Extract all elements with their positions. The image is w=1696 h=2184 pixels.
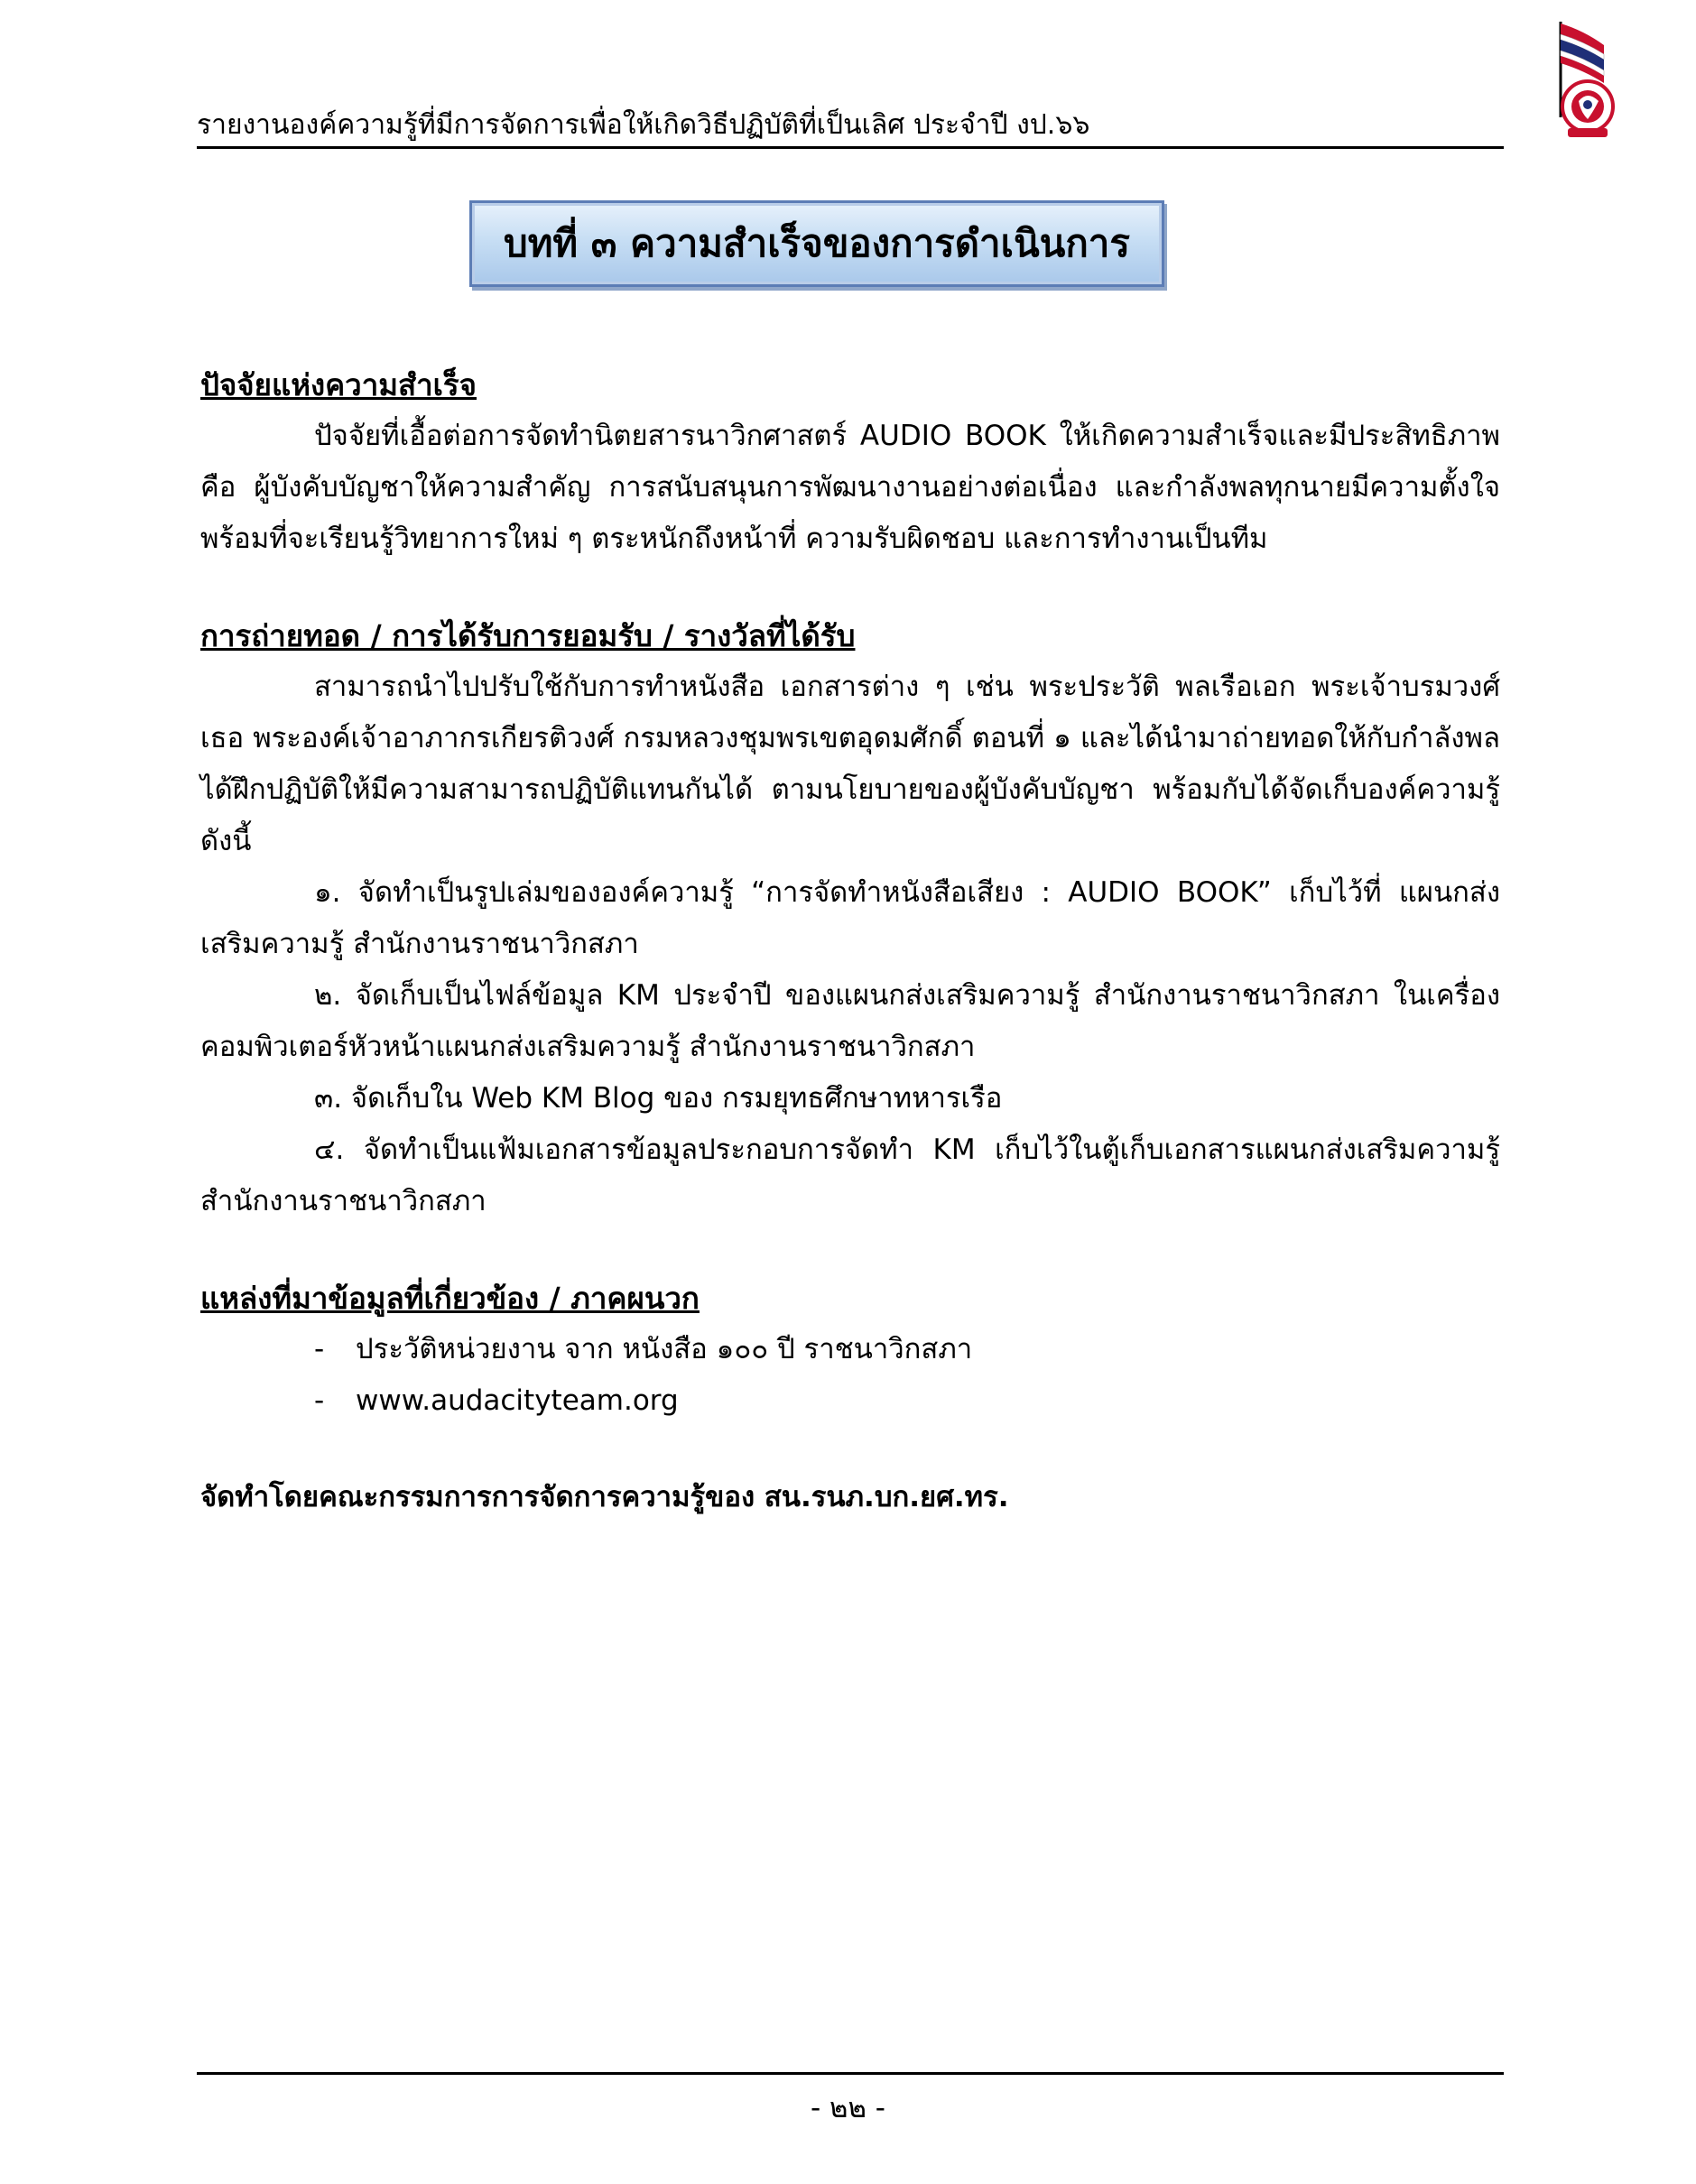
chapter-title-box bbox=[469, 200, 1164, 287]
transfer-heading: การถ่ายทอด / การได้รับการยอมรับ / รางวัลที่ได้รับ bbox=[200, 618, 856, 653]
source-item-text: www.audacityteam.org bbox=[356, 1384, 679, 1417]
transfer-item: ๔. จัดทำเป็นแฟ้มเอกสารข้อมูลประกอบการจัดทำ KM เก็บไว้ในตู้เก็บเอกสารแผนกส่งเสริมความรู้ สำนักงานราชนาวิกสภา bbox=[200, 1134, 1500, 1217]
transfer-item: ๑. จัดทำเป็นรูปเล่มขององค์ความรู้ “การจัดทำหนังสือเสียง : AUDIO BOOK” เก็บไว้ที่ แผนกส่งเสริมความรู้ สำนักงานราชนาวิกสภา bbox=[200, 876, 1500, 960]
sources-heading: แหล่งที่มาข้อมูลที่เกี่ยวข้อง / ภาคผนวก bbox=[200, 1281, 700, 1316]
dash-marker: - bbox=[314, 1384, 325, 1417]
dash-marker: - bbox=[314, 1333, 325, 1365]
section-spacer bbox=[200, 1227, 1500, 1272]
chapter-title: บทที่ ๓ ความสำเร็จของการดำเนินการ bbox=[504, 221, 1130, 265]
list-item bbox=[200, 1324, 1500, 1375]
page-number: - ๒๒ - bbox=[811, 2092, 885, 2124]
source-item-text: ประวัติหน่วยงาน จาก หนังสือ ๑๐๐ ปี ราชนาวิกสภา bbox=[356, 1333, 973, 1365]
success-factors-heading: ปัจจัยแห่งความสำเร็จ bbox=[200, 367, 477, 403]
header-text: รายงานองค์ความรู้ที่มีการจัดการเพื่อให้เกิดวิธีปฏิบัติที่เป็นเลิศ ประจำปี งป.๖๖ bbox=[197, 109, 1090, 141]
page-header bbox=[197, 106, 1504, 146]
transfer-item: ๓. จัดเก็บใน Web KM Blog ของ กรมยุทธศึกษาทหารเรือ bbox=[314, 1082, 1003, 1115]
prepared-by-note: จัดทำโดยคณะกรรมการการจัดการความรู้ของ สน.รนภ.บก.ยศ.ทร. bbox=[200, 1481, 1009, 1513]
navy-emblem-flag-icon bbox=[1548, 18, 1629, 144]
footer-divider bbox=[197, 2072, 1504, 2075]
success-factors-paragraph: ปัจจัยที่เอื้อต่อการจัดทำนิตยสารนาวิกศาสตร์ AUDIO BOOK ให้เกิดความสำเร็จและมีประสิทธิภาพ คือ ผู้บังคับบัญชาให้ความสำคัญ การสนับสนุนการพัฒนางานอย่างต่อเนื่อง และกำลังพลทุกนายมีความตั้งใจพร้อมที่จะเรียนรู้วิทยาการใหม่ ๆ ตระหนักถึงหน้าที่ ความรับผิดชอบ และการทำงานเป็นทีม bbox=[200, 420, 1500, 555]
section-spacer bbox=[200, 1427, 1500, 1472]
transfer-intro-paragraph: สามารถนำไปปรับใช้กับการทำหนังสือ เอกสารต่าง ๆ เช่น พระประวัติ พลเรือเอก พระเจ้าบรมวงศ์เธอ พระองค์เจ้าอาภากรเกียรติวงศ์ กรมหลวงชุมพรเขตอุดมศักดิ์ ตอนที่ ๑ และได้นำมาถ่ายทอดให้กับกำลังพลได้ฝึกปฏิบัติให้มีความสามารถปฏิบัติแทนกันได้ ตามนโยบายของผู้บังคับบัญชา พร้อมกับได้จัดเก็บองค์ความรู้ ดังนี้ bbox=[200, 671, 1500, 857]
header-divider bbox=[197, 146, 1504, 149]
section-spacer bbox=[200, 565, 1500, 610]
document-body bbox=[200, 359, 1500, 1523]
list-item bbox=[200, 1375, 1500, 1427]
transfer-item: ๒. จัดเก็บเป็นไฟล์ข้อมูล KM ประจำปี ของแผนกส่งเสริมความรู้ สำนักงานราชนาวิกสภา ในเครื่องคอมพิวเตอร์หัวหน้าแผนกส่งเสริมความรู้ สำนักงานราชนาวิกสภา bbox=[200, 979, 1500, 1063]
